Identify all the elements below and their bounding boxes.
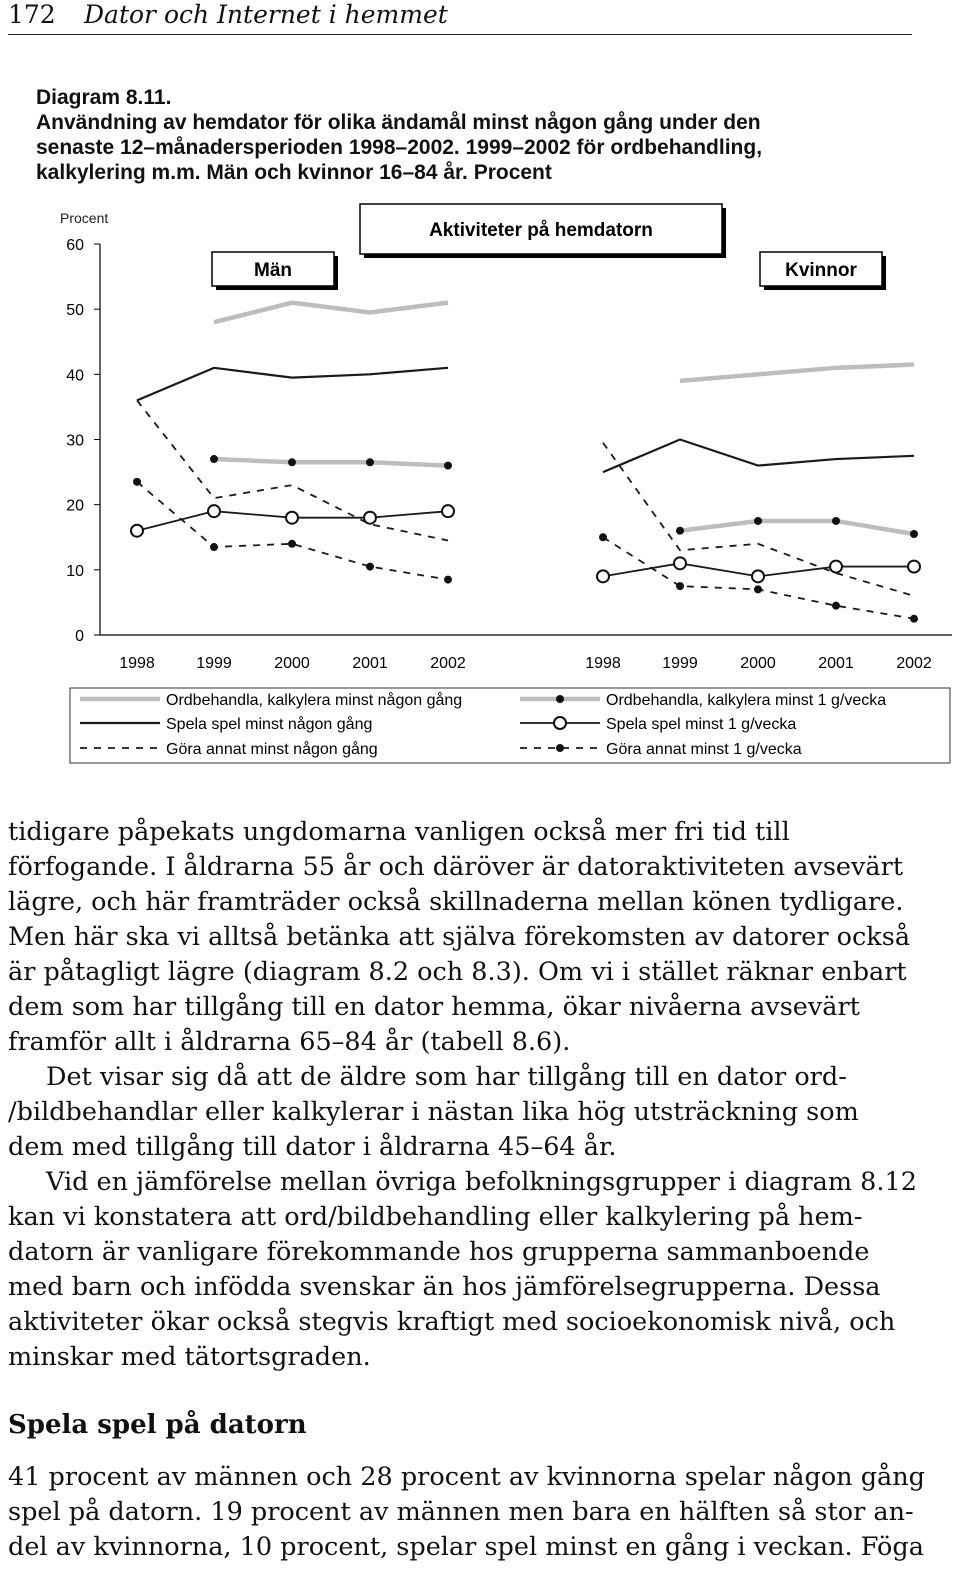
series-line (137, 368, 448, 401)
legend-marker (554, 717, 566, 729)
x-tick-label: 1998 (585, 655, 621, 672)
series-line (603, 440, 914, 473)
data-point (910, 615, 918, 623)
data-point (444, 576, 452, 584)
data-point (210, 543, 218, 551)
text-line: Vid en jämförelse mellan övriga befolkningsgrupper i diagram 8.12 (46, 1167, 917, 1197)
text-line: spel på datorn. 19 procent av männen men bara en hälften så stor an- (8, 1497, 914, 1527)
diagram-caption (36, 85, 916, 185)
legend-marker (556, 695, 564, 703)
legend-label: Spela spel minst 1 g/vecka (606, 716, 797, 733)
y-tick-label: 40 (66, 367, 84, 385)
data-point (599, 533, 607, 541)
line-chart (0, 200, 960, 770)
text-line: Men här ska vi alltså betänka att själva förekomsten av datorer också (8, 922, 911, 952)
legend-label: Ordbehandla, kalkylera minst 1 g/vecka (606, 692, 887, 709)
text-line: med barn och infödda svenskar än hos jämförelsegrupperna. Dessa (8, 1272, 881, 1302)
series-line (214, 459, 448, 466)
text-line: Det visar sig då att de äldre som har tillgång till en dator ord- (46, 1062, 847, 1092)
text-line: 41 procent av männen och 28 procent av kvinnorna spelar någon gång (8, 1462, 925, 1492)
x-tick-label: 2000 (740, 655, 776, 672)
x-tick-label: 1998 (119, 655, 155, 672)
caption-line: Diagram 8.11. (36, 86, 172, 109)
running-title: Dator och Internet i hemmet (84, 0, 448, 29)
legend-label: Spela spel minst någon gång (166, 716, 373, 733)
page-header (8, 0, 912, 35)
data-point (133, 478, 141, 486)
x-tick-label: 2002 (896, 655, 932, 672)
data-point (210, 455, 218, 463)
data-point (908, 561, 920, 573)
y-tick-label: 50 (66, 302, 84, 320)
text-line: dem med tillgång till dator i åldrarna 45–64 år. (8, 1132, 617, 1162)
text-line: förfogande. I åldrarna 55 år och däröver är datoraktiviteten avsevärt (8, 852, 904, 882)
data-point (676, 582, 684, 590)
panel-label: Män (254, 260, 292, 281)
body-paragraph-1 (8, 815, 918, 1060)
data-point (830, 561, 842, 573)
data-point (366, 458, 374, 466)
y-tick-label: 30 (66, 432, 84, 450)
caption-line: kalkylering m.m. Män och kvinnor 16–84 år. Procent (36, 161, 552, 184)
data-point (754, 517, 762, 525)
body-paragraph-2 (8, 1060, 918, 1165)
x-tick-label: 2002 (430, 655, 466, 672)
text-line: datorn är vanligare förekommande hos grupperna sammanboende (8, 1237, 870, 1267)
text-line: del av kvinnorna, 10 procent, spelar spel minst en gång i veckan. Föga (8, 1532, 924, 1562)
series-line (680, 521, 914, 534)
data-point (286, 512, 298, 524)
y-tick-label: 10 (66, 562, 84, 580)
y-tick-label: 0 (75, 628, 84, 645)
legend-label: Ordbehandla, kalkylera minst någon gång (166, 692, 463, 709)
x-tick-label: 1999 (662, 655, 698, 672)
data-point (754, 585, 762, 593)
x-tick-label: 2001 (818, 655, 854, 672)
data-point (597, 570, 609, 582)
text-line: dem som har tillgång till en dator hemma, ökar nivåerna avsevärt (8, 992, 860, 1022)
body-paragraph-4 (8, 1460, 925, 1565)
data-point (288, 540, 296, 548)
data-point (208, 505, 220, 517)
y-tick-label: 20 (66, 497, 84, 515)
data-point (910, 530, 918, 538)
series-line (214, 303, 448, 323)
data-point (752, 570, 764, 582)
panel-label: Kvinnor (785, 260, 857, 281)
legend-label: Göra annat minst någon gång (166, 741, 378, 758)
text-line: aktiviteter ökar också stegvis kraftigt med socioekonomisk nivå, och (8, 1307, 896, 1337)
data-point (366, 563, 374, 571)
text-line: tidigare påpekats ungdomarna vanligen också mer fri tid till (8, 817, 790, 847)
text-line: /bildbehandlar eller kalkylerar i nästan lika hög utsträckning som (8, 1097, 859, 1127)
text-line: kan vi konstatera att ord/bildbehandling eller kalkylering på hem- (8, 1202, 863, 1232)
data-point (442, 505, 454, 517)
text-line: lägre, och här framträder också skillnaderna mellan könen tydligare. (8, 887, 904, 917)
data-point (676, 527, 684, 535)
data-point (288, 458, 296, 466)
data-point (444, 462, 452, 470)
data-point (832, 517, 840, 525)
chart-title: Aktiviteter på hemdatorn (429, 220, 653, 241)
text-line: minskar med tätortsgraden. (8, 1342, 371, 1372)
data-point (832, 602, 840, 610)
data-point (364, 512, 376, 524)
caption-line: Användning av hemdator för olika ändamål minst någon gång under den (36, 111, 761, 134)
legend-marker (556, 744, 564, 752)
caption-line: senaste 12–månadersperioden 1998–2002. 1999–2002 för ordbehandling, (36, 136, 763, 159)
page-number: 172 (8, 0, 56, 29)
x-tick-label: 1999 (196, 655, 232, 672)
section-heading: Spela spel på datorn (8, 1410, 307, 1440)
y-axis-label: Procent (60, 210, 109, 226)
series-line (680, 365, 914, 381)
x-tick-label: 2000 (274, 655, 310, 672)
body-paragraph-3 (8, 1165, 918, 1375)
legend-label: Göra annat minst 1 g/vecka (606, 741, 802, 758)
text-line: är påtagligt lägre (diagram 8.2 och 8.3). Om vi i stället räknar enbart (8, 957, 907, 987)
x-tick-label: 2001 (352, 655, 388, 672)
data-point (674, 557, 686, 569)
text-line: framför allt i åldrarna 65–84 år (tabell 8.6). (8, 1027, 571, 1057)
y-tick-label: 60 (66, 237, 84, 254)
data-point (131, 525, 143, 537)
